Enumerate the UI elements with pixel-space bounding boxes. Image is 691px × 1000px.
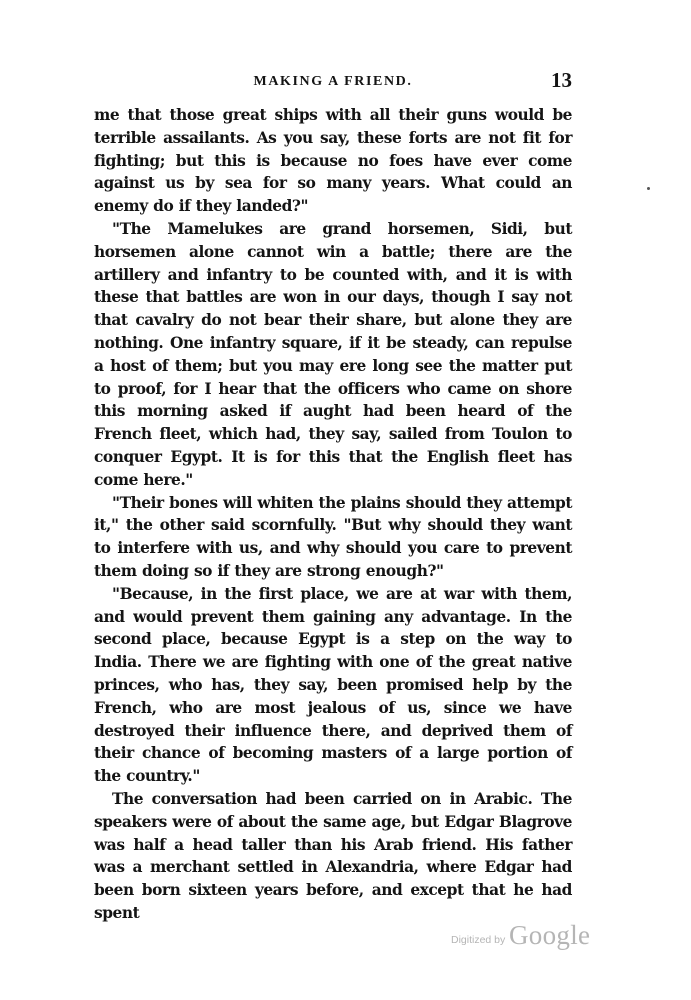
paragraph: The conversation had been carried on in Arabic. The speakers were of about the same age, but Edgar Blagrove was half a head taller than his Arab friend. His father was a merchant settled in Alexandria, where Edgar had been born sixteen years before, and except that he had spent <box>94 789 572 922</box>
paragraph: "The Mamelukes are grand horsemen, Sidi, but horsemen alone cannot win a battle; there are the artillery and infantry to be counted with, and it is with these that battles are won in our days, though I say not that cavalry do not bear their share, but alone they are nothing. One infantry square, if it be steady, can repulse a host of them; but you may ere long see the matter put to proof, for I hear that the officers who came on shore this morning asked if aught had been heard of the French fleet, which had, they say, sailed from Toulon to conquer Egypt. It is for this that the English fleet has come here." <box>94 219 572 489</box>
paragraph: "Their bones will whiten the plains should they attempt it," the other said scornfully. "But why should they want to interfere with us, and why should you care to prevent them doing so if they are strong enough?" <box>94 493 572 580</box>
google-logo: Google <box>509 920 591 950</box>
scan-speck <box>647 187 650 190</box>
digitized-watermark <box>451 920 601 960</box>
page-number: 13 <box>551 68 572 92</box>
paragraph: "Because, in the first place, we are at war with them, and would prevent them gaining any advantage. In the second place, because Egypt is a step on the way to India. There we are fighting with one of the great native princes, who has, they say, been promised help by the French, who are most jealous of us, since we have destroyed their influence there, and deprived them of their chance of becoming masters of a large portion of the country." <box>94 584 572 786</box>
paragraph-continuation: me that those great ships with all their guns would be terrible assailants. As you say, these forts are not fit for fighting; but this is because no foes have ever come against us by sea for so many years. What could an enemy do if they landed?" <box>94 106 572 216</box>
running-header <box>94 66 572 94</box>
watermark-prefix: Digitized by <box>451 934 506 946</box>
running-title: MAKING A FRIEND. <box>253 74 413 89</box>
body-text <box>94 104 572 925</box>
